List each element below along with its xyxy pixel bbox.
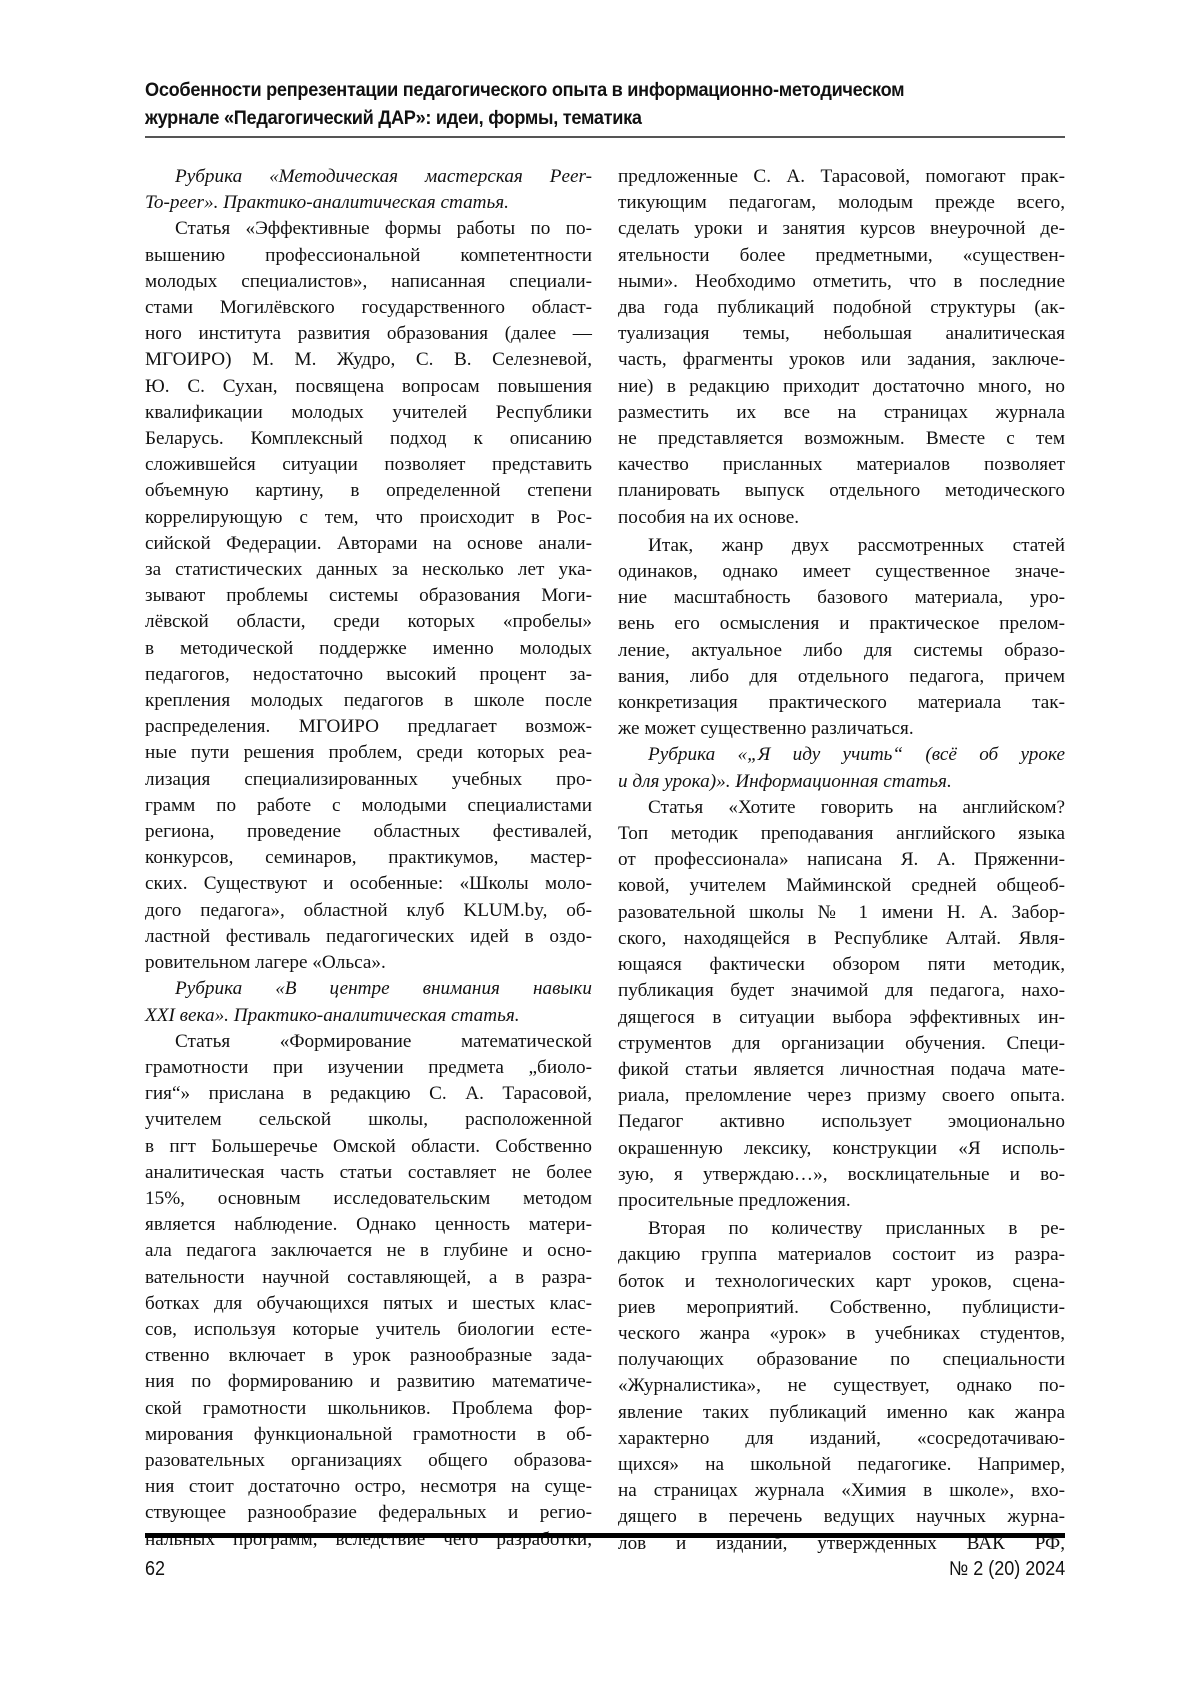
text-line: Ю. С. Сухан, посвящена вопросам повышения (145, 374, 592, 400)
text-line: разовательных организациях общего образова- (145, 1448, 592, 1474)
text-line: конкурсов, семинаров, практикумов, мастер- (145, 845, 592, 871)
text-line: Педагог активно использует эмоционально (618, 1109, 1065, 1135)
text-line: ющаяся фактически обзором пяти методик, (618, 952, 1065, 978)
text-line: Статья «Формирование математической (145, 1029, 592, 1055)
footer-divider (145, 1533, 1065, 1538)
text-line: вания, либо для отдельного педагога, причем (618, 664, 1065, 690)
text-line: пособия на их основе. (618, 505, 1065, 531)
text-line: ского, находящейся в Республике Алтай. Явля- (618, 926, 1065, 952)
text-line: распределения. МГОИРО предлагает возмож- (145, 714, 592, 740)
text-line: струментов для организации обучения. Специ- (618, 1031, 1065, 1057)
text-line: «Журналистика», не существует, однако по- (618, 1373, 1065, 1399)
issue-number: № 2 (20) 2024 (949, 1558, 1065, 1581)
header-divider (145, 136, 1065, 138)
text-line: характерно для изданий, «сосредотачиваю- (618, 1426, 1065, 1452)
text-line: ние масштабность базового материала, уро- (618, 585, 1065, 611)
text-line: вень его осмысления и практическое прелом- (618, 611, 1065, 637)
rubric-heading (145, 976, 592, 1028)
text-line: дящего в перечень ведущих научных журна- (618, 1504, 1065, 1530)
text-line: конкретизация практического материала так- (618, 690, 1065, 716)
text-line: Вторая по количеству присланных в ре- (618, 1216, 1065, 1242)
text-line: сложившейся ситуации позволяет представить (145, 452, 592, 478)
text-line: ластной фестиваль педагогических идей в оздо- (145, 924, 592, 950)
text-line: коррелирующую с тем, что происходит в Рос- (145, 505, 592, 531)
text-line: вательности научной составляющей, а в разра- (145, 1265, 592, 1291)
running-header-title (145, 76, 1066, 132)
text-line: Рубрика «В центре внимания навыки (145, 976, 592, 1002)
text-line: окрашенную лексику, конструкции «Я исполь- (618, 1136, 1065, 1162)
text-line: аналитическая часть статьи составляет не более (145, 1160, 592, 1186)
rubric-heading (145, 164, 592, 216)
text-line: предложенные С. А. Тарасовой, помогают прак- (618, 164, 1065, 190)
text-line: 15%, основным исследовательским методом (145, 1186, 592, 1212)
text-line: от профессионала» написана Я. А. Пряженни- (618, 847, 1065, 873)
text-line: To-peer». Практико-аналитическая статья. (145, 190, 592, 216)
body-paragraph (145, 216, 592, 976)
text-line: ских. Существуют и особенные: «Школы моло- (145, 871, 592, 897)
text-line: Рубрика «„Я иду учить“ (всё об уроке (618, 742, 1065, 768)
text-line: региона, проведение областных фестивалей, (145, 819, 592, 845)
text-line: ление, актуальное либо для системы образо- (618, 638, 1065, 664)
text-line: щихся» на школьной педагогике. Например, (618, 1452, 1065, 1478)
text-line: ные пути решения проблем, среди которых реа- (145, 740, 592, 766)
left-column (145, 164, 592, 1553)
text-line: квалификации молодых учителей Республики (145, 400, 592, 426)
text-line: объемную картину, в определенной степени (145, 478, 592, 504)
text-line: в методической поддержке именно молодых (145, 636, 592, 662)
text-line: публикация будет значимой для педагога, нахо- (618, 978, 1065, 1004)
text-line: Статья «Эффективные формы работы по по- (145, 216, 592, 242)
text-line: риала, преломление через призму своего опыта. (618, 1083, 1065, 1109)
rubric-heading (618, 742, 1065, 794)
text-line: ственно включает в урок разнообразные зада- (145, 1343, 592, 1369)
text-line: и для урока)». Информационная статья. (618, 769, 1065, 795)
text-line: фикой статьи является личностная подача мате- (618, 1057, 1065, 1083)
text-line: зую, я утверждаю…», восклицательные и во- (618, 1162, 1065, 1188)
text-line: ала педагога заключается не в глубине и осно- (145, 1238, 592, 1264)
text-line: ческого жанра «урок» в учебниках студентов, (618, 1321, 1065, 1347)
text-line: XXI века». Практико-аналитическая статья. (145, 1003, 592, 1029)
text-line: Итак, жанр двух рассмотренных статей (618, 533, 1065, 559)
text-line: ния стоит достаточно остро, несмотря на суще- (145, 1474, 592, 1500)
text-line: боток и технологических карт уроков, сцена- (618, 1269, 1065, 1295)
text-line: ковой, учителем Майминской средней общеоб- (618, 873, 1065, 899)
header-title-line-1: Особенности репрезентации педагогического опыта в информационно-методическом (145, 76, 1066, 104)
text-line: дакцию группа материалов состоит из разра- (618, 1242, 1065, 1268)
text-line: явление таких публикаций именно как жанра (618, 1400, 1065, 1426)
text-line: является наблюдение. Однако ценность матери- (145, 1212, 592, 1238)
text-line: ровительном лагере «Ольса». (145, 950, 592, 976)
text-line: ской грамотности школьников. Проблема фор- (145, 1396, 592, 1422)
text-line: часть, фрагменты уроков или задания, заключе- (618, 347, 1065, 373)
text-line: лизация специализированных учебных про- (145, 767, 592, 793)
text-line: ятельности более предметными, «существен- (618, 243, 1065, 269)
right-column (618, 164, 1065, 1557)
text-line: гия“» прислана в редакцию С. А. Тарасовой, (145, 1081, 592, 1107)
text-line: сделать уроки и занятия курсов внеурочной де- (618, 216, 1065, 242)
text-line: грамотности при изучении предмета „биоло- (145, 1055, 592, 1081)
text-line: же может существенно различаться. (618, 716, 1065, 742)
body-paragraph (618, 795, 1065, 1214)
text-line: ного института развития образования (далее — (145, 321, 592, 347)
text-line: два года публикаций подобной структуры (ак- (618, 295, 1065, 321)
text-line: не представляется возможным. Вместе с тем (618, 426, 1065, 452)
body-paragraph (145, 1029, 592, 1553)
text-line: молодых специалистов», написанная специали- (145, 269, 592, 295)
text-line: Беларусь. Комплексный подход к описанию (145, 426, 592, 452)
text-line: в пгт Большеречье Омской области. Собственно (145, 1134, 592, 1160)
text-line: планировать выпуск отдельного методического (618, 478, 1065, 504)
text-line: разовательной школы № 1 имени Н. А. Забор- (618, 900, 1065, 926)
text-line: грамм по работе с молодыми специалистами (145, 793, 592, 819)
text-line: на страницах журнала «Химия в школе», вхо- (618, 1478, 1065, 1504)
text-line: дящегося в ситуации выбора эффективных ин- (618, 1005, 1065, 1031)
text-line: вышению профессиональной компетентности (145, 243, 592, 269)
text-line: Топ методик преподавания английского языка (618, 821, 1065, 847)
text-line: педагогов, недостаточно высокий процент за- (145, 662, 592, 688)
text-line: риев мероприятий. Собственно, публицисти- (618, 1295, 1065, 1321)
text-line: разместить их все на страницах журнала (618, 400, 1065, 426)
text-line: лёвской области, среди которых «пробелы» (145, 609, 592, 635)
text-line: Статья «Хотите говорить на английском? (618, 795, 1065, 821)
text-line: учителем сельской школы, расположенной (145, 1107, 592, 1133)
text-line: Рубрика «Методическая мастерская Peer- (145, 164, 592, 190)
text-line: стами Могилёвского государственного област- (145, 295, 592, 321)
text-line: ния по формированию и развитию математиче- (145, 1369, 592, 1395)
text-line: ствующее разнообразие федеральных и регио- (145, 1500, 592, 1526)
header-title-line-2: журнале «Педагогический ДАР»: идеи, формы, тематика (145, 104, 1066, 132)
text-line: туализация темы, небольшая аналитическая (618, 321, 1065, 347)
text-line: ными». Необходимо отметить, что в последние (618, 269, 1065, 295)
text-line: мирования функциональной грамотности в об- (145, 1422, 592, 1448)
page-number: 62 (145, 1558, 165, 1581)
text-line: нальных программ, вследствие чего разработки, (145, 1527, 592, 1553)
text-line: ние) в редакцию приходит достаточно много, но (618, 374, 1065, 400)
text-line: зывают проблемы системы образования Моги- (145, 583, 592, 609)
text-line: крепления молодых педагогов в школе после (145, 688, 592, 714)
body-paragraph (618, 164, 1065, 531)
text-line: сийской Федерации. Авторами на основе анали- (145, 531, 592, 557)
text-line: лов и изданий, утвержденных ВАК РФ, (618, 1531, 1065, 1557)
body-paragraph (618, 1216, 1065, 1557)
text-line: тикующим педагогам, молодым прежде всего, (618, 190, 1065, 216)
text-line: за статистических данных за несколько лет ука- (145, 557, 592, 583)
text-line: сов, используя которые учитель биологии есте- (145, 1317, 592, 1343)
text-line: ботках для обучающихся пятых и шестых клас- (145, 1291, 592, 1317)
text-line: одинаков, однако имеет существенное значе- (618, 559, 1065, 585)
body-paragraph (618, 533, 1065, 743)
text-line: качество присланных материалов позволяет (618, 452, 1065, 478)
text-line: дого педагога», областной клуб KLUM.by, об- (145, 898, 592, 924)
text-line: получающих образование по специальности (618, 1347, 1065, 1373)
text-line: просительные предложения. (618, 1188, 1065, 1214)
text-line: МГОИРО) М. М. Жудро, С. В. Селезневой, (145, 347, 592, 373)
